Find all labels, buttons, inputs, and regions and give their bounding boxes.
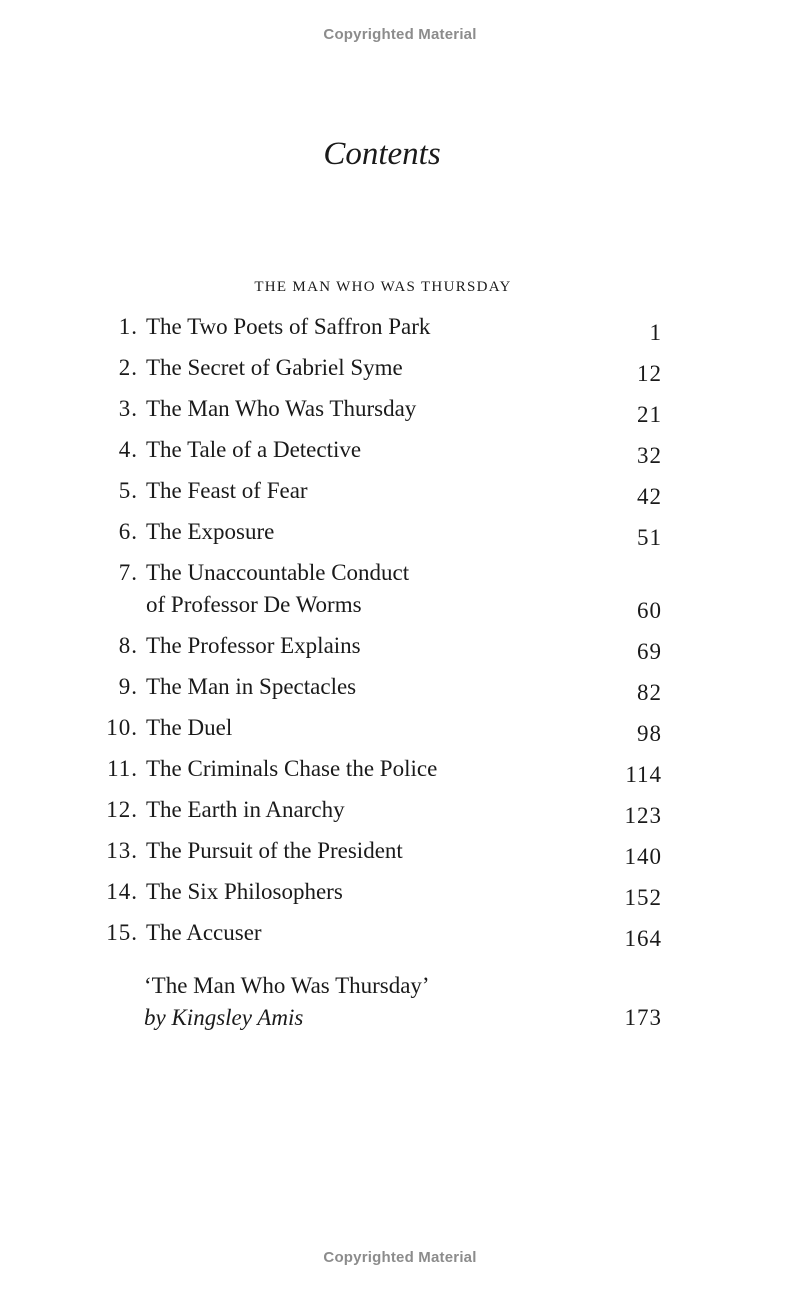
chapter-page-number: 98 bbox=[637, 721, 662, 746]
chapter-number: 4. bbox=[118, 437, 138, 462]
toc-entry[interactable] bbox=[0, 557, 800, 630]
toc-entry[interactable] bbox=[0, 753, 800, 794]
chapter-page-number: 42 bbox=[637, 484, 662, 509]
essay-page-number: 173 bbox=[624, 1005, 662, 1030]
chapter-number: 3. bbox=[118, 396, 138, 421]
chapter-page-number: 12 bbox=[637, 361, 662, 386]
toc-entry[interactable] bbox=[0, 712, 800, 753]
table-of-contents bbox=[0, 311, 800, 958]
toc-entry[interactable] bbox=[0, 516, 800, 557]
chapter-title-line: The Two Poets of Saffron Park bbox=[146, 314, 431, 339]
chapter-title bbox=[146, 393, 626, 425]
chapter-number: 5. bbox=[118, 478, 138, 503]
page-title: Contents bbox=[323, 136, 441, 172]
chapter-title bbox=[146, 352, 626, 384]
essay-titles bbox=[144, 970, 624, 1034]
essay-entry[interactable] bbox=[0, 970, 800, 1040]
chapter-title bbox=[146, 753, 626, 785]
chapter-title-line: The Secret of Gabriel Syme bbox=[146, 355, 403, 380]
chapter-page-number: 21 bbox=[637, 402, 662, 427]
chapter-title-line: The Man Who Was Thursday bbox=[146, 396, 417, 421]
chapter-title bbox=[146, 835, 626, 867]
chapter-page-number: 51 bbox=[637, 525, 662, 550]
chapter-title-line: The Earth in Anarchy bbox=[146, 797, 345, 822]
chapter-number: 7. bbox=[118, 560, 138, 585]
toc-entry[interactable] bbox=[0, 630, 800, 671]
chapter-number: 9. bbox=[118, 674, 138, 699]
chapter-number: 2. bbox=[118, 355, 138, 380]
chapter-title-line: of Professor De Worms bbox=[146, 592, 362, 617]
chapter-title-line: The Unaccountable Conduct bbox=[146, 560, 410, 585]
toc-entry[interactable] bbox=[0, 393, 800, 434]
chapter-number: 10. bbox=[106, 715, 138, 740]
chapter-page-number: 123 bbox=[624, 803, 662, 828]
chapter-title bbox=[146, 557, 626, 621]
chapter-number: 13. bbox=[106, 838, 138, 863]
chapter-title-line: The Criminals Chase the Police bbox=[146, 756, 438, 781]
chapter-page-number: 82 bbox=[637, 680, 662, 705]
chapter-title bbox=[146, 794, 626, 826]
chapter-number: 14. bbox=[106, 879, 138, 904]
chapter-page-number: 152 bbox=[624, 885, 662, 910]
chapter-title bbox=[146, 671, 626, 703]
chapter-title-line: The Professor Explains bbox=[146, 633, 361, 658]
watermark-bottom: Copyrighted Material bbox=[323, 1249, 477, 1266]
chapter-page-number: 1 bbox=[649, 320, 662, 345]
chapter-number: 1. bbox=[118, 314, 138, 339]
chapter-title bbox=[146, 876, 626, 908]
chapter-title bbox=[146, 917, 626, 949]
chapter-number: 12. bbox=[106, 797, 138, 822]
essay-author: by Kingsley Amis bbox=[144, 1005, 304, 1030]
chapter-title-line: The Exposure bbox=[146, 519, 275, 544]
toc-entry[interactable] bbox=[0, 352, 800, 393]
watermark-top: Copyrighted Material bbox=[323, 26, 477, 43]
essay-title: ‘The Man Who Was Thursday’ bbox=[144, 973, 430, 998]
toc-entry[interactable] bbox=[0, 917, 800, 958]
chapter-number: 6. bbox=[118, 519, 138, 544]
toc-entry[interactable] bbox=[0, 671, 800, 712]
toc-entry[interactable] bbox=[0, 434, 800, 475]
chapter-title-line: The Accuser bbox=[146, 920, 262, 945]
toc-entry[interactable] bbox=[0, 311, 800, 352]
chapter-title bbox=[146, 311, 626, 343]
book-title: THE MAN WHO WAS THURSDAY bbox=[254, 279, 512, 295]
chapter-title bbox=[146, 434, 626, 466]
chapter-number: 15. bbox=[106, 920, 138, 945]
chapter-title bbox=[146, 712, 626, 744]
chapter-title bbox=[146, 630, 626, 662]
toc-entry[interactable] bbox=[0, 794, 800, 835]
toc-entry[interactable] bbox=[0, 835, 800, 876]
toc-entry[interactable] bbox=[0, 475, 800, 516]
chapter-number: 11. bbox=[107, 756, 138, 781]
chapter-title-line: The Duel bbox=[146, 715, 233, 740]
chapter-page-number: 32 bbox=[637, 443, 662, 468]
chapter-title-line: The Pursuit of the President bbox=[146, 838, 403, 863]
chapter-page-number: 140 bbox=[624, 844, 662, 869]
chapter-page-number: 114 bbox=[625, 762, 662, 787]
chapter-number: 8. bbox=[118, 633, 138, 658]
chapter-title-line: The Man in Spectacles bbox=[146, 674, 357, 699]
chapter-title bbox=[146, 475, 626, 507]
chapter-page-number: 69 bbox=[637, 639, 662, 664]
chapter-title-line: The Feast of Fear bbox=[146, 478, 308, 503]
chapter-title bbox=[146, 516, 626, 548]
toc-entry[interactable] bbox=[0, 876, 800, 917]
chapter-page-number: 60 bbox=[637, 598, 662, 623]
chapter-page-number: 164 bbox=[624, 926, 662, 951]
chapter-title-line: The Six Philosophers bbox=[146, 879, 343, 904]
chapter-title-line: The Tale of a Detective bbox=[146, 437, 362, 462]
